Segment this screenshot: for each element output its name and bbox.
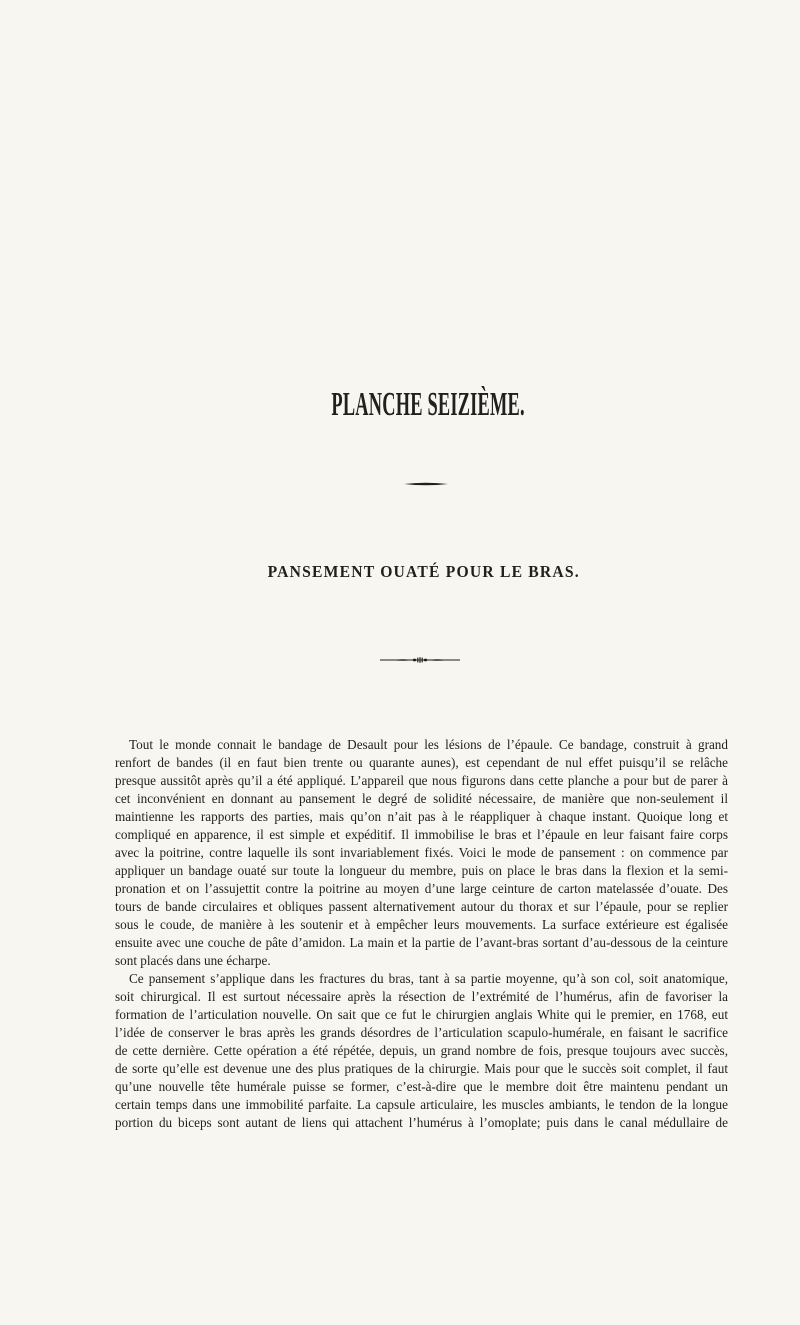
title-rule (404, 481, 448, 487)
page-title-block (228, 388, 628, 422)
text-line: soit chirurgical. Il est surtout nécessaire après la résection de l’extrémité de l’humérus, afin de favoriser la (115, 989, 728, 1004)
paragraph (115, 970, 728, 1132)
text-line: tours de bande circulaires et obliques passent alternativement autour du thorax et sur l’épaule, pour se replier (115, 899, 728, 914)
text-line: appliquer un bandage ouaté sur toute la longueur du membre, puis on place le bras dans la flexion et la semi- (115, 863, 728, 878)
text-line: certain temps dans une immobilité parfaite. La capsule articulaire, les muscles ambiants, le tendon de la longue (115, 1097, 728, 1112)
text-line: Tout le monde connait le bandage de Desault pour les lésions de l’épaule. Ce bandage, construit à grand (129, 737, 728, 752)
text-line: portion du biceps sont autant de liens qui attachent l’humérus à l’omoplate; puis dans le canal médullaire de (115, 1115, 728, 1130)
text-line: presque aussitôt après qu’il a été appliqué. L’appareil que nous figurons dans cette planche a pour but de parer à (115, 773, 728, 788)
ornament-divider (378, 655, 462, 665)
text-line: sous le coude, de manière à les soutenir et à empêcher leurs mouvements. La surface extérieure est égalisée (115, 917, 728, 932)
page-subtitle: PANSEMENT OUATÉ POUR LE BRAS. (267, 562, 581, 581)
paragraph (115, 736, 728, 970)
body-text (115, 736, 728, 1132)
page-subtitle-block (224, 562, 624, 582)
text-line: avec la poitrine, contre laquelle ils sont invariablement fixés. Voici le mode de pansement : on commence par (115, 845, 728, 860)
text-line: Ce pansement s’applique dans les fractures du bras, tant à sa partie moyenne, qu’à son col, soit anatomique, (129, 971, 728, 986)
text-line: de sorte qu’elle est devenue une des plus pratiques de la chirurgie. Mais pour que le succès soit complet, il faut (115, 1061, 728, 1076)
text-line: formation de l’articulation nouvelle. On sait que ce fut le chirurgien anglais White qui le premier, en 1768, eut (115, 1007, 728, 1022)
text-line: ensuite avec une couche de pâte d’amidon. La main et la partie de l’avant-bras sortant d’au-dessous de la ceinture (115, 935, 728, 950)
text-line: maintienne les rapports des parties, mais qu’on n’ait pas à le réappliquer à chaque instant. Quoique long et (115, 809, 728, 824)
text-line: pronation et on l’assujettit contre la poitrine au moyen d’une large ceinture de carton matelassée d’ouate. Des (115, 881, 728, 896)
text-line: qu’une nouvelle tête humérale puisse se former, c’est-à-dire que le membre doit être maintenu pendant un (115, 1079, 728, 1094)
text-line: renfort de bandes (il en faut bien trente ou quarante aunes), est cependant de nul effet puisqu’il se relâche (115, 755, 728, 770)
text-line: compliqué en apparence, il est simple et expéditif. Il immobilise le bras et l’épaule en leur faisant faire corps (115, 827, 728, 842)
text-line: de cette dernière. Cette opération a été répétée, depuis, un grand nombre de fois, presque toujours avec succès, (115, 1043, 728, 1058)
text-line: sont placés dans une écharpe. (115, 953, 271, 968)
text-line: cet inconvénient en donnant au pansement le degré de solidité nécessaire, de manière que non-seulement il (115, 791, 728, 806)
page-title: PLANCHE SEIZIÈME. (331, 386, 525, 423)
text-line: l’idée de conserver le bras après les grands désordres de l’articulation scapulo-humérale, en faisant le sacrifice (115, 1025, 728, 1040)
